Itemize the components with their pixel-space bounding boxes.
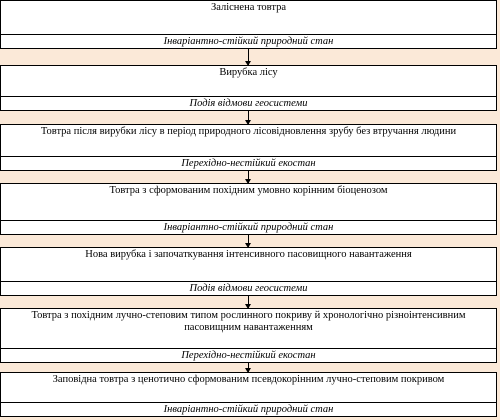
stage-box-2	[0, 65, 497, 111]
stage-state: Інваріантно-стійкий природний стан	[1, 402, 496, 416]
flow-arrow	[248, 363, 249, 372]
stage-state: Перехідно-нестійкий екостан	[1, 348, 496, 362]
stage-state: Інваріантно-стійкий природний стан	[1, 220, 496, 234]
flow-arrow	[248, 171, 249, 183]
stage-box-4	[0, 183, 497, 235]
stage-state: Інваріантно-стійкий природний стан	[1, 34, 496, 48]
flow-arrow	[248, 296, 249, 308]
stage-title: Товтра з похідним лучно-степовим типом рослинного покриву й хронологічно різноінтенсивним пасовищним навантаженням	[31, 310, 466, 333]
stage-title: Товтра з сформованим похідним умовно корінним біоценозом	[109, 185, 388, 196]
stage-title: Товтра після вирубки лісу в період природного лісовідновлення зрубу без втручання людини	[40, 126, 457, 137]
stage-title: Вирубка лісу	[219, 67, 278, 78]
stage-state: Подія відмови геосистеми	[1, 96, 496, 110]
stage-title: Заповідна товтра з ценотично сформованим псевдокорінним лучно-степовим покривом	[52, 374, 445, 385]
stage-box-1	[0, 0, 497, 49]
flow-arrow	[248, 235, 249, 247]
stage-state: Подія відмови геосистеми	[1, 281, 496, 295]
flow-arrow	[248, 49, 249, 65]
stage-title: Нова вирубка і започаткування інтенсивного пасовищного навантаження	[85, 249, 412, 260]
stage-box-3	[0, 124, 497, 171]
stage-box-7	[0, 372, 497, 417]
stage-state: Перехідно-нестійкий екостан	[1, 156, 496, 170]
stage-box-5	[0, 247, 497, 296]
flow-arrow	[248, 111, 249, 124]
stage-title: Заліснена товтра	[210, 2, 287, 13]
stage-box-6	[0, 308, 497, 363]
